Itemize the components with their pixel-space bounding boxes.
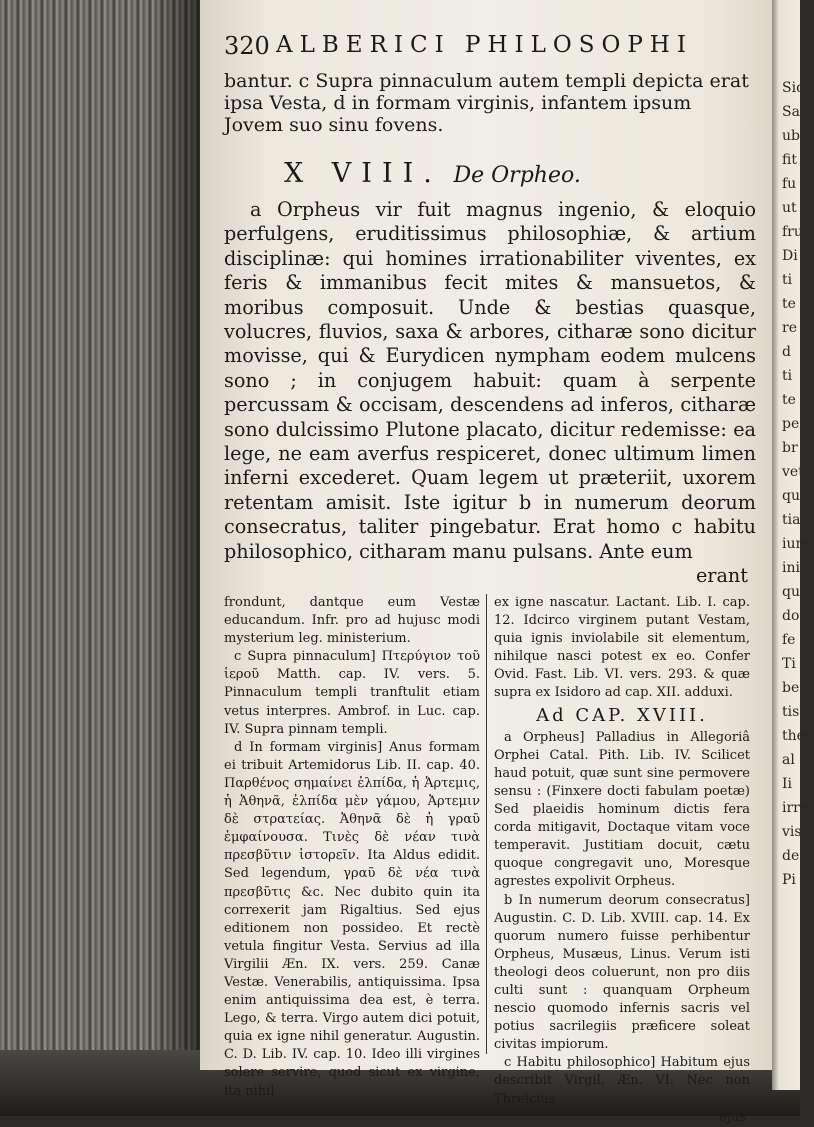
next-page-fragment: qu bbox=[782, 584, 800, 600]
next-page-fragment: ium bbox=[782, 536, 809, 552]
next-page-fragment: ti bbox=[782, 272, 793, 288]
column-divider bbox=[486, 594, 487, 1054]
catchword: ejus bbox=[719, 1109, 746, 1125]
page-header bbox=[224, 32, 744, 62]
intro-text: bantur. c Supra pinnaculum autem templi depicta erat ipsa Vesta, d in formam virginis, infantem ipsum Jovem suo sinu fovens. bbox=[224, 70, 749, 136]
next-page-fragment: Pi bbox=[782, 872, 796, 888]
next-page-fragment: qui bbox=[782, 488, 805, 504]
next-page-fragment: pe bbox=[782, 416, 800, 432]
next-page-fragment: fit bbox=[782, 152, 797, 168]
main-paragraph: a Orpheus vir fuit magnus ingenio, & eloquio perfulgens, eruditissimus philosophiæ, & artium disciplinæ: qui homines irrationabiliter viventes, ex feris & immanibus fecit mites & mansuetos, & moribus composuit. Unde & bestias quasque, volucres, fluvios, saxa & arbores, citharæ sono dicitur movisse, qui & Eurydicen nympham eodem mulcens sono ; in conjugem habuit: quam à serpente percussam & occisam, descendens ad inferos, citharæ sono dulcissimo Plutone placato, dicitur redemisse: ea lege, ne eam averfus respiceret, donec ultimum limen inferni excederet. Quam legem ut præteriit, uxorem retentam amisit. Iste igitur b in numerum deorum consecratus, taliter pingebatur. Erat homo c habitu philosophico, citharam manu pulsans. Ante eum bbox=[224, 198, 756, 563]
footnote: c Habitu philosophico] Habitum ejus describit Virgil. Æn. VI. Nec non Threicius bbox=[494, 1055, 750, 1107]
next-page-fragment: ut bbox=[782, 200, 797, 216]
footnote: frondunt, dantque eum Vestæ educandum. Infr. pro ad hujusc modi mysterium leg. ministerium. bbox=[224, 595, 480, 647]
section-number: X VIII. bbox=[284, 158, 442, 189]
next-page-fragment: tis bbox=[782, 704, 800, 720]
next-page-fragment: de bbox=[782, 848, 800, 864]
next-page-fragment: tiar bbox=[782, 512, 808, 528]
next-page-fragment: Ti bbox=[782, 656, 796, 672]
main-tail: erant bbox=[695, 564, 748, 588]
next-page-fragment: ini bbox=[782, 560, 800, 576]
next-page-fragment: al bbox=[782, 752, 795, 768]
next-page-fragment: fe bbox=[782, 632, 796, 648]
footnote-subhead: Ad CAP. XVIII. bbox=[536, 704, 708, 726]
footnote: d In formam virginis] Anus formam ei tribuit Artemidorus Lib. II. cap. 40. Παρθένος σημαίνει ἐλπίδα, ἡ Ἀρτεμις, ἡ Ἀθηνᾶ, ἐλπίδα μὲν γάμου, Ἀρτεμιν δὲ στρατείας. Ἀθηνᾶ δὲ ἡ γραῦ ἐμφαίνουσα. Τινὲς δὲ νέαν τινὰ πρεσβῦτιν ἱστορεῖν. Ita Aldus edidit. Sed legendum, γραῦ δὲ νέα τινὰ πρεσβῦτις &c. Nec dubito quin ita correxerit jam Rigaltius. Sed ejus editionem non possideo. Et rectè vetula fingitur Vesta. Servius ad illa Virgilii Æn. IX. vers. 259. Canæ Vestæ. Venerabilis, antiquissima. Ipsa enim antiquissima dea est, è terra. Lego, & terra. Virgo autem dici potuit, quia ex igne nihil generatur. Augustin. C. D. Lib. IV. cap. 10. Ideo illi virgines solere servire, quod sicut ex virgine, ita nihil bbox=[224, 739, 480, 1099]
footnotes bbox=[224, 594, 756, 1125]
running-head: ALBERICI PHILOSOPHI bbox=[276, 32, 693, 58]
next-page-fragment: dor bbox=[782, 608, 807, 624]
footnote: a Orpheus] Palladius in Allegoriâ Orphei Catal. Pith. Lib. IV. Scilicet haud potuit, quæ sunt sine permovere sensu : (Finxere docti fabulam poetæ) Sed plaeidis hominum dictis fera corda mitigavit, Doctaque vitam voce temperavit. Justitiam docuit, cætu quoque congregavit uno, Moresque agrestes expolivit Orpheus. bbox=[494, 729, 750, 890]
next-page-fragment: Di bbox=[782, 248, 798, 264]
next-page-fragment: fru bbox=[782, 224, 803, 240]
footnote: ex igne nascatur. Lactant. Lib. I. cap. 12. Idcirco virginem putant Vestam, quia ignis inviolabile sit elementum, nihilque nasci potest ex eo. Confer Ovid. Fast. Lib. VI. vers. 293. & quæ supra ex Isidoro ad cap. XII. adduxi. bbox=[494, 595, 750, 701]
section-title bbox=[284, 158, 754, 189]
next-page-fragment: thet bbox=[782, 728, 811, 744]
footnote: b In numerum deorum consecratus] Augustin. C. D. Lib. XVIII. cap. 14. Ex quorum numero fuisse perhibentur Orpheus, Musæus, Linus. Verum isti theologi deos coluerunt, non pro diis culti sunt : quanquam Orpheum nescio quomodo infernis sacris vel potius sacrilegiis præficere soleat civitas impiorum. bbox=[494, 892, 750, 1053]
next-page-fragment: re bbox=[782, 320, 797, 336]
next-page-fragment: Sic bbox=[782, 80, 804, 96]
page-number: 320 bbox=[224, 32, 270, 60]
section-name: De Orpheo. bbox=[453, 163, 581, 188]
next-page-fragment: Sacr bbox=[782, 104, 814, 120]
next-page-fragment: vis bbox=[782, 824, 802, 840]
next-page-fragment: ti bbox=[782, 368, 793, 384]
next-page-fragment: br bbox=[782, 440, 798, 456]
next-page-fragment: Ii bbox=[782, 776, 793, 792]
next-page-fragment: vet bbox=[782, 464, 804, 480]
main-text bbox=[224, 198, 756, 589]
next-page-fragment: irre bbox=[782, 800, 809, 816]
footnotes-left-column bbox=[224, 594, 480, 1101]
footnote: c Supra pinnaculum] Πτερύγιον τοῦ ἱεροῦ Matth. cap. IV. vers. 5. Pinnaculum templi tranftulit etiam vetus interpres. Ambrof. in Luc. cap. IV. Supra pinnam templi. bbox=[224, 649, 480, 737]
next-page-fragment: ubi bbox=[782, 128, 805, 144]
next-page-fragment: be bbox=[782, 680, 800, 696]
book-page bbox=[200, 0, 772, 1125]
next-page-fragment: te bbox=[782, 296, 796, 312]
next-page-edge bbox=[772, 0, 814, 1090]
next-page-fragment: fu bbox=[782, 176, 797, 192]
next-page-fragment: te bbox=[782, 392, 796, 408]
footnotes-right-column bbox=[494, 594, 750, 1127]
next-page-fragment: d bbox=[782, 344, 791, 360]
